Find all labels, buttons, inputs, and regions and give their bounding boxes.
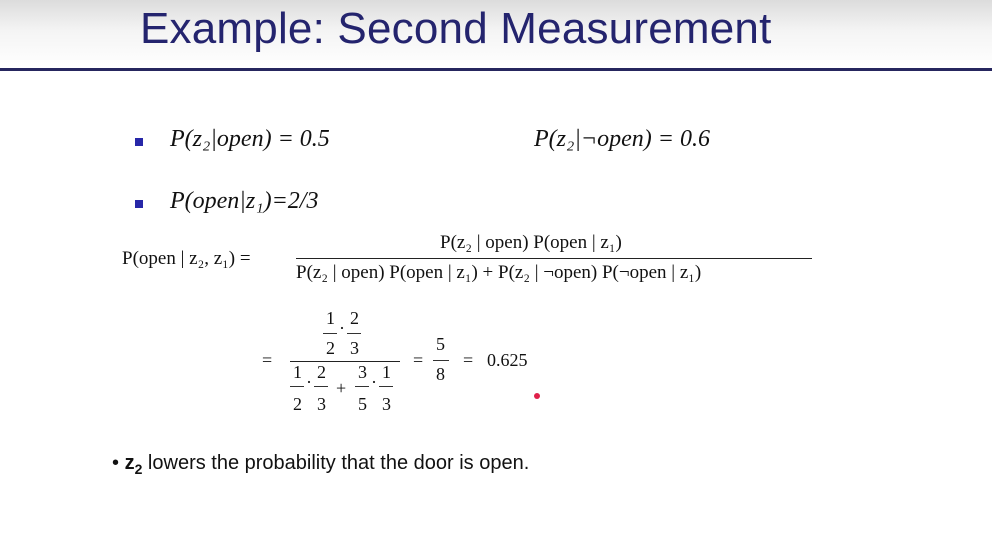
d1-dot: ·: [306, 372, 312, 392]
conclusion-line: [112, 452, 529, 477]
conclusion-bullet: •: [112, 452, 120, 474]
num-b: 2: [350, 308, 359, 328]
d2-b-num: 1: [382, 362, 391, 382]
pointer-dot: [534, 393, 540, 399]
d1-bars: [290, 386, 304, 387]
num-a-bar: [323, 333, 337, 334]
bullet-square-icon: [135, 138, 143, 146]
bullet-2: P(open|z₁)=2/3: [170, 188, 319, 214]
result-decimal: 0.625: [487, 350, 528, 370]
d1-bars-2: [314, 386, 328, 387]
d2-a-num: 3: [358, 362, 367, 382]
plus-sign: +: [336, 378, 347, 398]
equation-fraction-bar: [296, 258, 812, 259]
bullet-1-left: P(z₂|open) = 0.5: [170, 126, 330, 152]
title-rule: [0, 68, 992, 71]
conclusion-text: lowers the probability that the door is open.: [142, 452, 530, 474]
num-b-bar: [347, 333, 361, 334]
result-bar: [433, 360, 449, 361]
bullet-1-right: P(z₂|¬open) = 0.6: [534, 126, 710, 152]
d2-bars: [355, 386, 369, 387]
equation-numerator: P(z₂ | open) P(open | z₁): [440, 232, 622, 253]
num-dot: ·: [339, 318, 345, 338]
equals-sign-3: =: [463, 350, 474, 370]
bullet-square-icon: [135, 200, 143, 208]
result-num: 5: [436, 334, 445, 354]
d1-b-den: 3: [317, 394, 326, 414]
conclusion-sub: 2: [134, 461, 143, 477]
num-a: 1: [326, 308, 335, 328]
equation-denominator: P(z₂ | open) P(open | z₁) + P(z₂ | ¬open) P(¬open | z₁): [296, 262, 702, 283]
result-den: 8: [436, 364, 445, 384]
d2-dot: ·: [371, 372, 377, 392]
equals-sign-2: =: [413, 350, 424, 370]
den-b: 3: [350, 338, 359, 358]
d1-a-num: 1: [293, 362, 302, 382]
d2-a-den: 5: [358, 394, 367, 414]
d1-b-num: 2: [317, 362, 326, 382]
conclusion-var: z: [124, 452, 135, 474]
equation-lhs: P(open | z₂, z₁) =: [122, 248, 251, 269]
d2-b-den: 3: [382, 394, 391, 414]
d1-a-den: 2: [293, 394, 302, 414]
equals-sign: =: [262, 350, 273, 370]
d2-bars-2: [379, 386, 393, 387]
den-a: 2: [326, 338, 335, 358]
slide-title: Example: Second Measurement: [140, 4, 772, 53]
